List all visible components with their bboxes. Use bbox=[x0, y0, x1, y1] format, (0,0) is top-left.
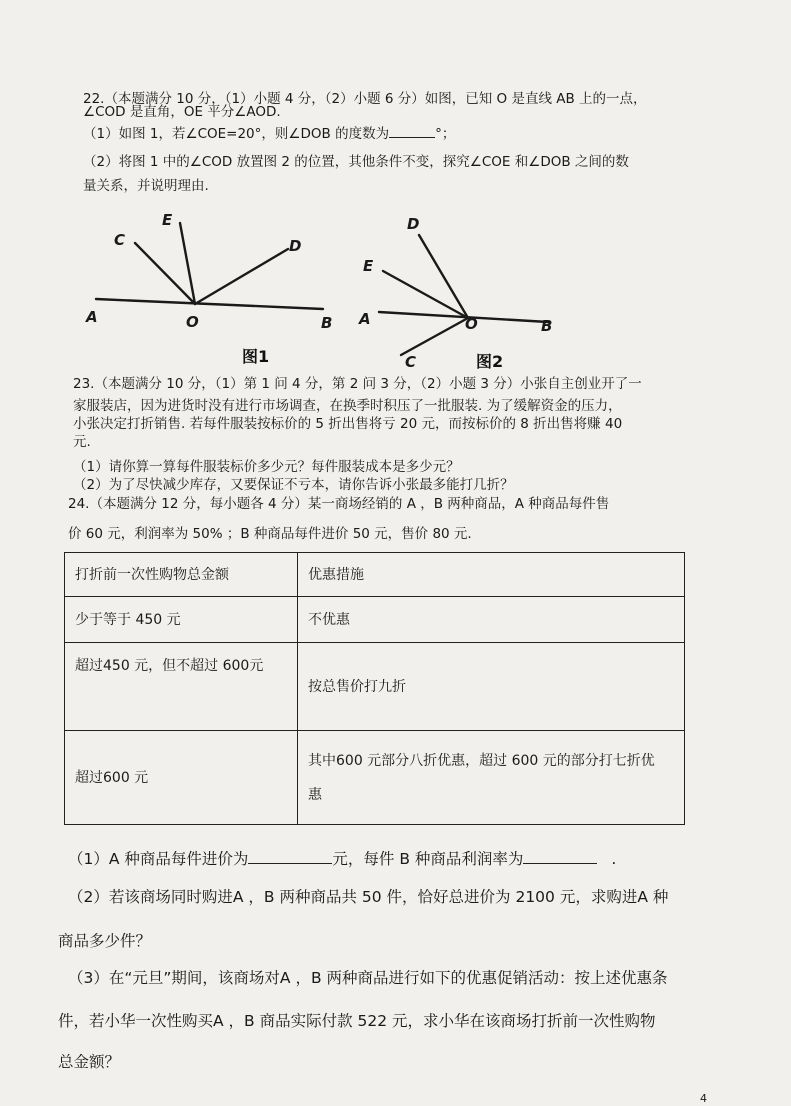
fig1-caption: 图1 bbox=[242, 347, 270, 366]
q23-line-5: （1）请你算一算每件服装标价多少元？每件服装成本是多少元？ bbox=[73, 459, 460, 475]
table-cell bbox=[298, 731, 685, 825]
q24-sub1-text-b: 元，每件 B 种商品利润率为 bbox=[332, 850, 524, 868]
q22-part1-unit: °； bbox=[435, 126, 456, 142]
fig2-label-d: D bbox=[407, 215, 420, 233]
table-cell: 按总售价打九折 bbox=[298, 643, 685, 731]
q24-sub3-line-2: 件，若小华一次性购买A ，B 商品实际付款 522 元，求小华在该商场打折前一次性购物 bbox=[58, 1012, 656, 1030]
table-cell-line: 其中600 元部分八折优惠，超过 600 元的部分打七折优 bbox=[308, 752, 655, 769]
fig1-label-o: O bbox=[186, 313, 199, 331]
table-row bbox=[65, 597, 685, 643]
fig1-line-ab bbox=[96, 299, 323, 309]
table-cell-line: 惠 bbox=[308, 786, 322, 803]
q22-line-3 bbox=[83, 124, 455, 144]
fig1-label-e: E bbox=[162, 211, 173, 229]
fig1-ray-od bbox=[195, 249, 288, 304]
table-cell: 少于等于 450 元 bbox=[65, 597, 298, 643]
q22-answer-blank bbox=[389, 137, 435, 138]
fig2-label-e: E bbox=[363, 257, 374, 275]
table-cell: 超过600 元 bbox=[65, 731, 298, 825]
q23-line-6: （2）为了尽快减少库存，又要保证不亏本，请你告诉小张最多能打几折？ bbox=[73, 477, 514, 493]
fig2-ray-oc bbox=[401, 318, 468, 355]
q24-sub1-text-c: . bbox=[611, 850, 617, 868]
q23-line-1: 23.（本题满分 10 分，（1）第 1 问 4 分，第 2 问 3 分，（2）小题 3 分）小张自主创业开了一 bbox=[73, 376, 642, 392]
fig1-label-a: A bbox=[86, 308, 98, 326]
fig1-label-b: B bbox=[321, 314, 333, 332]
discount-table bbox=[64, 552, 685, 825]
figure-2 bbox=[355, 205, 570, 375]
fig2-label-c: C bbox=[405, 353, 417, 371]
table-cell: 不优惠 bbox=[298, 597, 685, 643]
fig2-label-b: B bbox=[541, 317, 553, 335]
q24-sub1 bbox=[68, 847, 616, 871]
q22-line-5: 量关系，并说明理由. bbox=[83, 178, 209, 194]
fig1-label-d: D bbox=[289, 237, 302, 255]
q24-sub2-line-2: 商品多少件？ bbox=[58, 932, 152, 950]
q24-sub2-line-1: （2）若该商场同时购进A ，B 两种商品共 50 件，恰好总进价为 2100 元，求购进A 种 bbox=[68, 888, 669, 906]
q24-line-2: 价 60 元，利润率为 50% ；B 种商品每件进价 50 元，售价 80 元. bbox=[68, 526, 472, 542]
table-cell: 超过450 元，但不超过 600元 bbox=[65, 643, 298, 731]
q22-part1-text: （1）如图 1，若∠COE=20°，则∠DOB 的度数为 bbox=[83, 126, 390, 142]
q23-line-3: 小张决定打折销售. 若每件服装按标价的 5 折出售将亏 20 元，而按标价的 8 折出售将赚 40 bbox=[73, 416, 623, 432]
q24-line-1: 24.（本题满分 12 分，每小题各 4 分）某一商场经销的 A ，B 两种商品，A 种商品每件售 bbox=[68, 496, 610, 512]
fig2-label-a: A bbox=[359, 310, 371, 328]
table-header-amount: 打折前一次性购物总金额 bbox=[65, 553, 298, 597]
q24-sub3-line-1: （3）在“元旦”期间，该商场对A ，B 两种商品进行如下的优惠促销活动：按上述优惠条 bbox=[68, 969, 668, 987]
fig2-caption: 图2 bbox=[476, 352, 504, 371]
q22-line-1: 22.（本题满分 10 分，（1）小题 4 分，（2）小题 6 分）如图，已知 O 是直线 AB 上的一点， bbox=[83, 91, 647, 107]
q22-line-2: ∠COD 是直角，OE 平分∠AOD. bbox=[83, 104, 281, 120]
fig2-label-o: O bbox=[465, 315, 478, 333]
q22-line-4: （2）将图 1 中的∠COD 放置图 2 的位置，其他条件不变，探究∠COE 和∠DOB 之间的数 bbox=[83, 154, 629, 170]
q24-blank-2 bbox=[523, 863, 597, 864]
table-row bbox=[65, 643, 685, 731]
table-header-row bbox=[65, 553, 685, 597]
q24-sub1-text-a: （1）A 种商品每件进价为 bbox=[68, 850, 249, 868]
q24-sub3-line-3: 总金额？ bbox=[58, 1053, 121, 1071]
figure-1 bbox=[80, 205, 350, 370]
table-header-offer: 优惠措施 bbox=[298, 553, 685, 597]
q23-line-4: 元. bbox=[73, 434, 91, 450]
page-number: 4 bbox=[700, 1092, 707, 1105]
q23-line-2: 家服装店，因为进货时没有进行市场调查，在换季时积压了一批服装. 为了缓解资金的压力， bbox=[73, 398, 622, 414]
fig1-label-c: C bbox=[114, 231, 126, 249]
table-row bbox=[65, 731, 685, 825]
q24-blank-1 bbox=[248, 863, 332, 864]
